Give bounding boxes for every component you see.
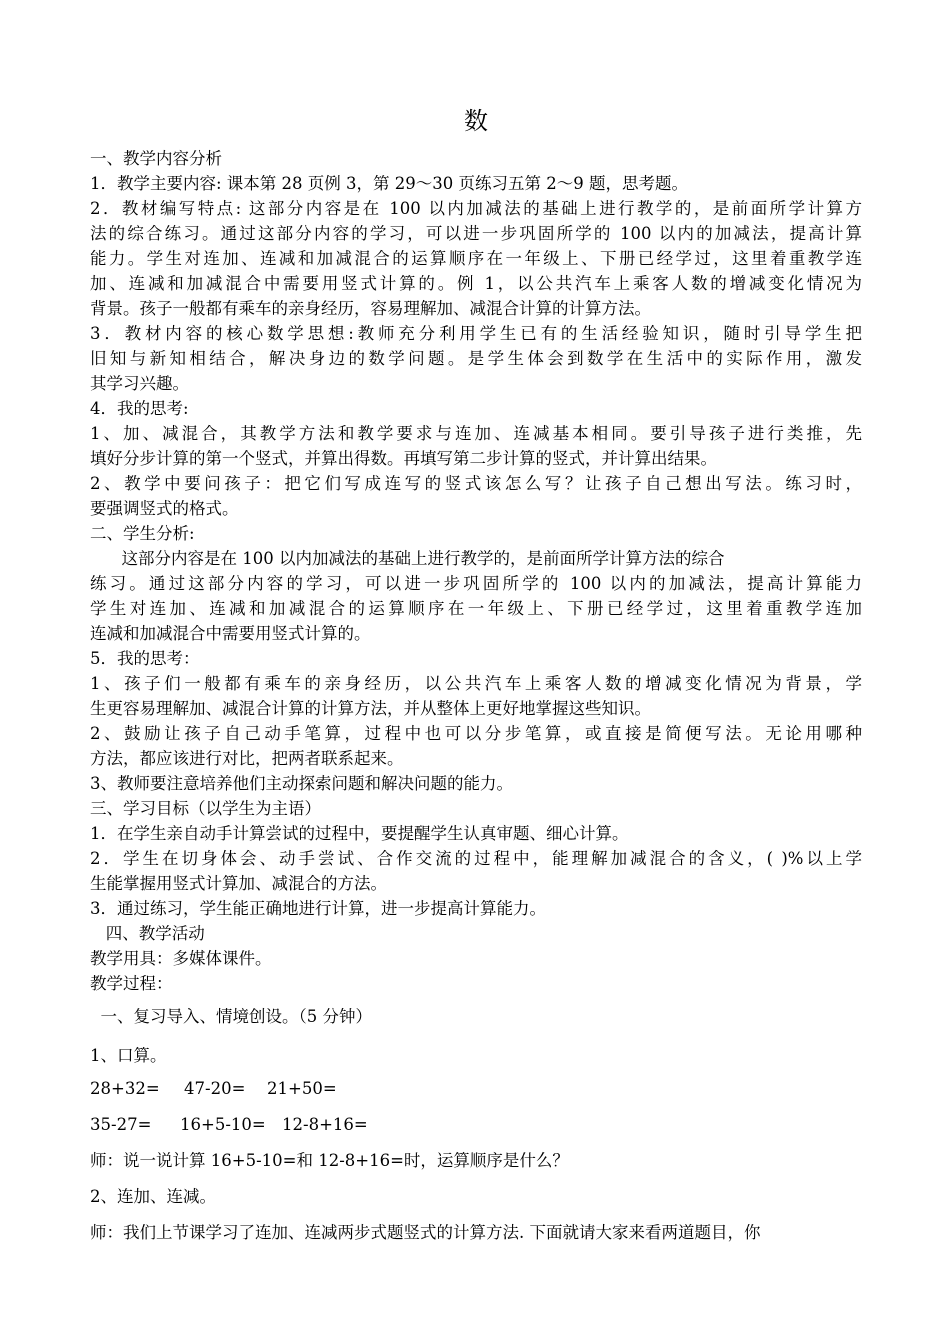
text-line: 5．我的思考： xyxy=(90,649,200,668)
item-oral-calc: 1、口算。 xyxy=(90,1046,167,1065)
text-line: 方法，都应该进行对比，把两者联系起来。 xyxy=(90,749,404,768)
text-line: 一、教学内容分析 xyxy=(90,149,222,168)
text-line: 2．教材编写特点: 这部分内容是在 100 以内加减法的基础上进行教学的，是前面所学计算方 xyxy=(90,199,862,218)
text-line: 这部分内容是在 100 以内加减法的基础上进行教学的，是前面所学计算方法的综合 xyxy=(90,549,725,568)
teacher-speech: 师：我们上节课学习了连加、连减两步式题竖式的计算方法. 下面就请大家来看两道题目，你 xyxy=(90,1223,761,1242)
expression: 21+50= xyxy=(267,1079,337,1098)
text-line: 3．教材内容的核心数学思想:教师充分利用学生已有的生活经验知识，随时引导学生把 xyxy=(90,324,862,343)
text-line: 教学过程： xyxy=(90,974,173,993)
text-line: 学生对连加、连减和加减混合的运算顺序在一年级上、下册已经学过，这里着重教学连加 xyxy=(90,599,862,618)
text-line: 4．我的思考: xyxy=(90,399,189,418)
text-line: 加、连减和加减混合中需要用竖式计算的。例 1，以公共汽车上乘客人数的增减变化情况为 xyxy=(90,274,862,293)
text-line: 1、孩子们一般都有乘车的亲身经历，以公共汽车上乘客人数的增减变化情况为背景，学 xyxy=(90,674,862,693)
text-line: 练习。通过这部分内容的学习，可以进一步巩固所学的 100 以内的加减法，提高计算能力 xyxy=(90,574,862,593)
text-line: 2、鼓励让孩子自己动手笔算，过程中也可以分步笔算，或直接是简便写法。无论用哪种 xyxy=(90,724,862,743)
process-intro: 一、复习导入、情境创设。（5 分钟） xyxy=(90,1007,372,1026)
text-line: 2．学生在切身体会、动手尝试、合作交流的过程中，能理解加减混合的含义，( )%以上学 xyxy=(90,849,862,868)
expression-row xyxy=(90,1076,337,1101)
text-line: 要强调竖式的格式。 xyxy=(90,499,239,518)
text-line: 教学用具：多媒体课件。 xyxy=(90,949,272,968)
text-line: 生能掌握用竖式计算加、减混合的方法。 xyxy=(90,874,387,893)
expression: 28+32= xyxy=(90,1079,160,1098)
text-line: 背景。孩子一般都有乘车的亲身经历，容易理解加、减混合计算的计算方法。 xyxy=(90,299,651,318)
text-line: 1、加、减混合，其教学方法和教学要求与连加、连减基本相同。要引导孩子进行类推，先 xyxy=(90,424,862,443)
text-line: 1．教学主要内容: 课本第 28 页例 3，第 29～30 页练习五第 2～9 题，思考题。 xyxy=(90,174,688,193)
text-line: 连减和加减混合中需要用竖式计算的。 xyxy=(90,624,371,643)
text-line: 3．通过练习，学生能正确地进行计算，进一步提高计算能力。 xyxy=(90,899,546,918)
text-line: 其学习兴趣。 xyxy=(90,374,189,393)
text-line: 生更容易理解加、减混合计算的计算方法，并从整体上更好地掌握这些知识。 xyxy=(90,699,651,718)
text-line: 法的综合练习。通过这部分内容的学习，可以进一步巩固所学的 100 以内的加减法，提高计算 xyxy=(90,224,862,243)
expression: 35-27= xyxy=(90,1115,152,1134)
section-heading: 三、学习目标（以学生为主语） xyxy=(90,799,321,818)
teacher-question: 师：说一说计算 16+5-10=和 12-8+16=时，运算顺序是什么？ xyxy=(90,1151,569,1170)
document-title: 数 xyxy=(464,107,488,135)
text-line: 3、教师要注意培养他们主动探索问题和解决问题的能力。 xyxy=(90,774,513,793)
text-line: 填好分步计算的第一个竖式，并算出得数。再填写第二步计算的竖式，并计算出结果。 xyxy=(90,449,717,468)
expression: 16+5-10= xyxy=(180,1115,266,1134)
text-line: 旧知与新知相结合，解决身边的数学问题。是学生体会到数学在生活中的实际作用，激发 xyxy=(90,349,862,368)
text-line: 能力。学生对连加、连减和加减混合的运算顺序在一年级上、下册已经学过，这里着重教学连 xyxy=(90,249,862,268)
expression: 47-20= xyxy=(184,1079,246,1098)
expression-row xyxy=(90,1112,368,1137)
text-line: 1．在学生亲自动手计算尝试的过程中，要提醒学生认真审题、细心计算。 xyxy=(90,824,629,843)
section-heading: 四、教学活动 xyxy=(90,924,205,943)
text-line: 2、教学中要问孩子：把它们写成连写的竖式该怎么写？让孩子自己想出写法。练习时， xyxy=(90,474,862,493)
expression: 12-8+16= xyxy=(282,1115,368,1134)
document-body xyxy=(90,146,862,996)
item-continuous: 2、连加、连减。 xyxy=(90,1187,216,1206)
section-heading: 二、学生分析: xyxy=(90,524,195,543)
